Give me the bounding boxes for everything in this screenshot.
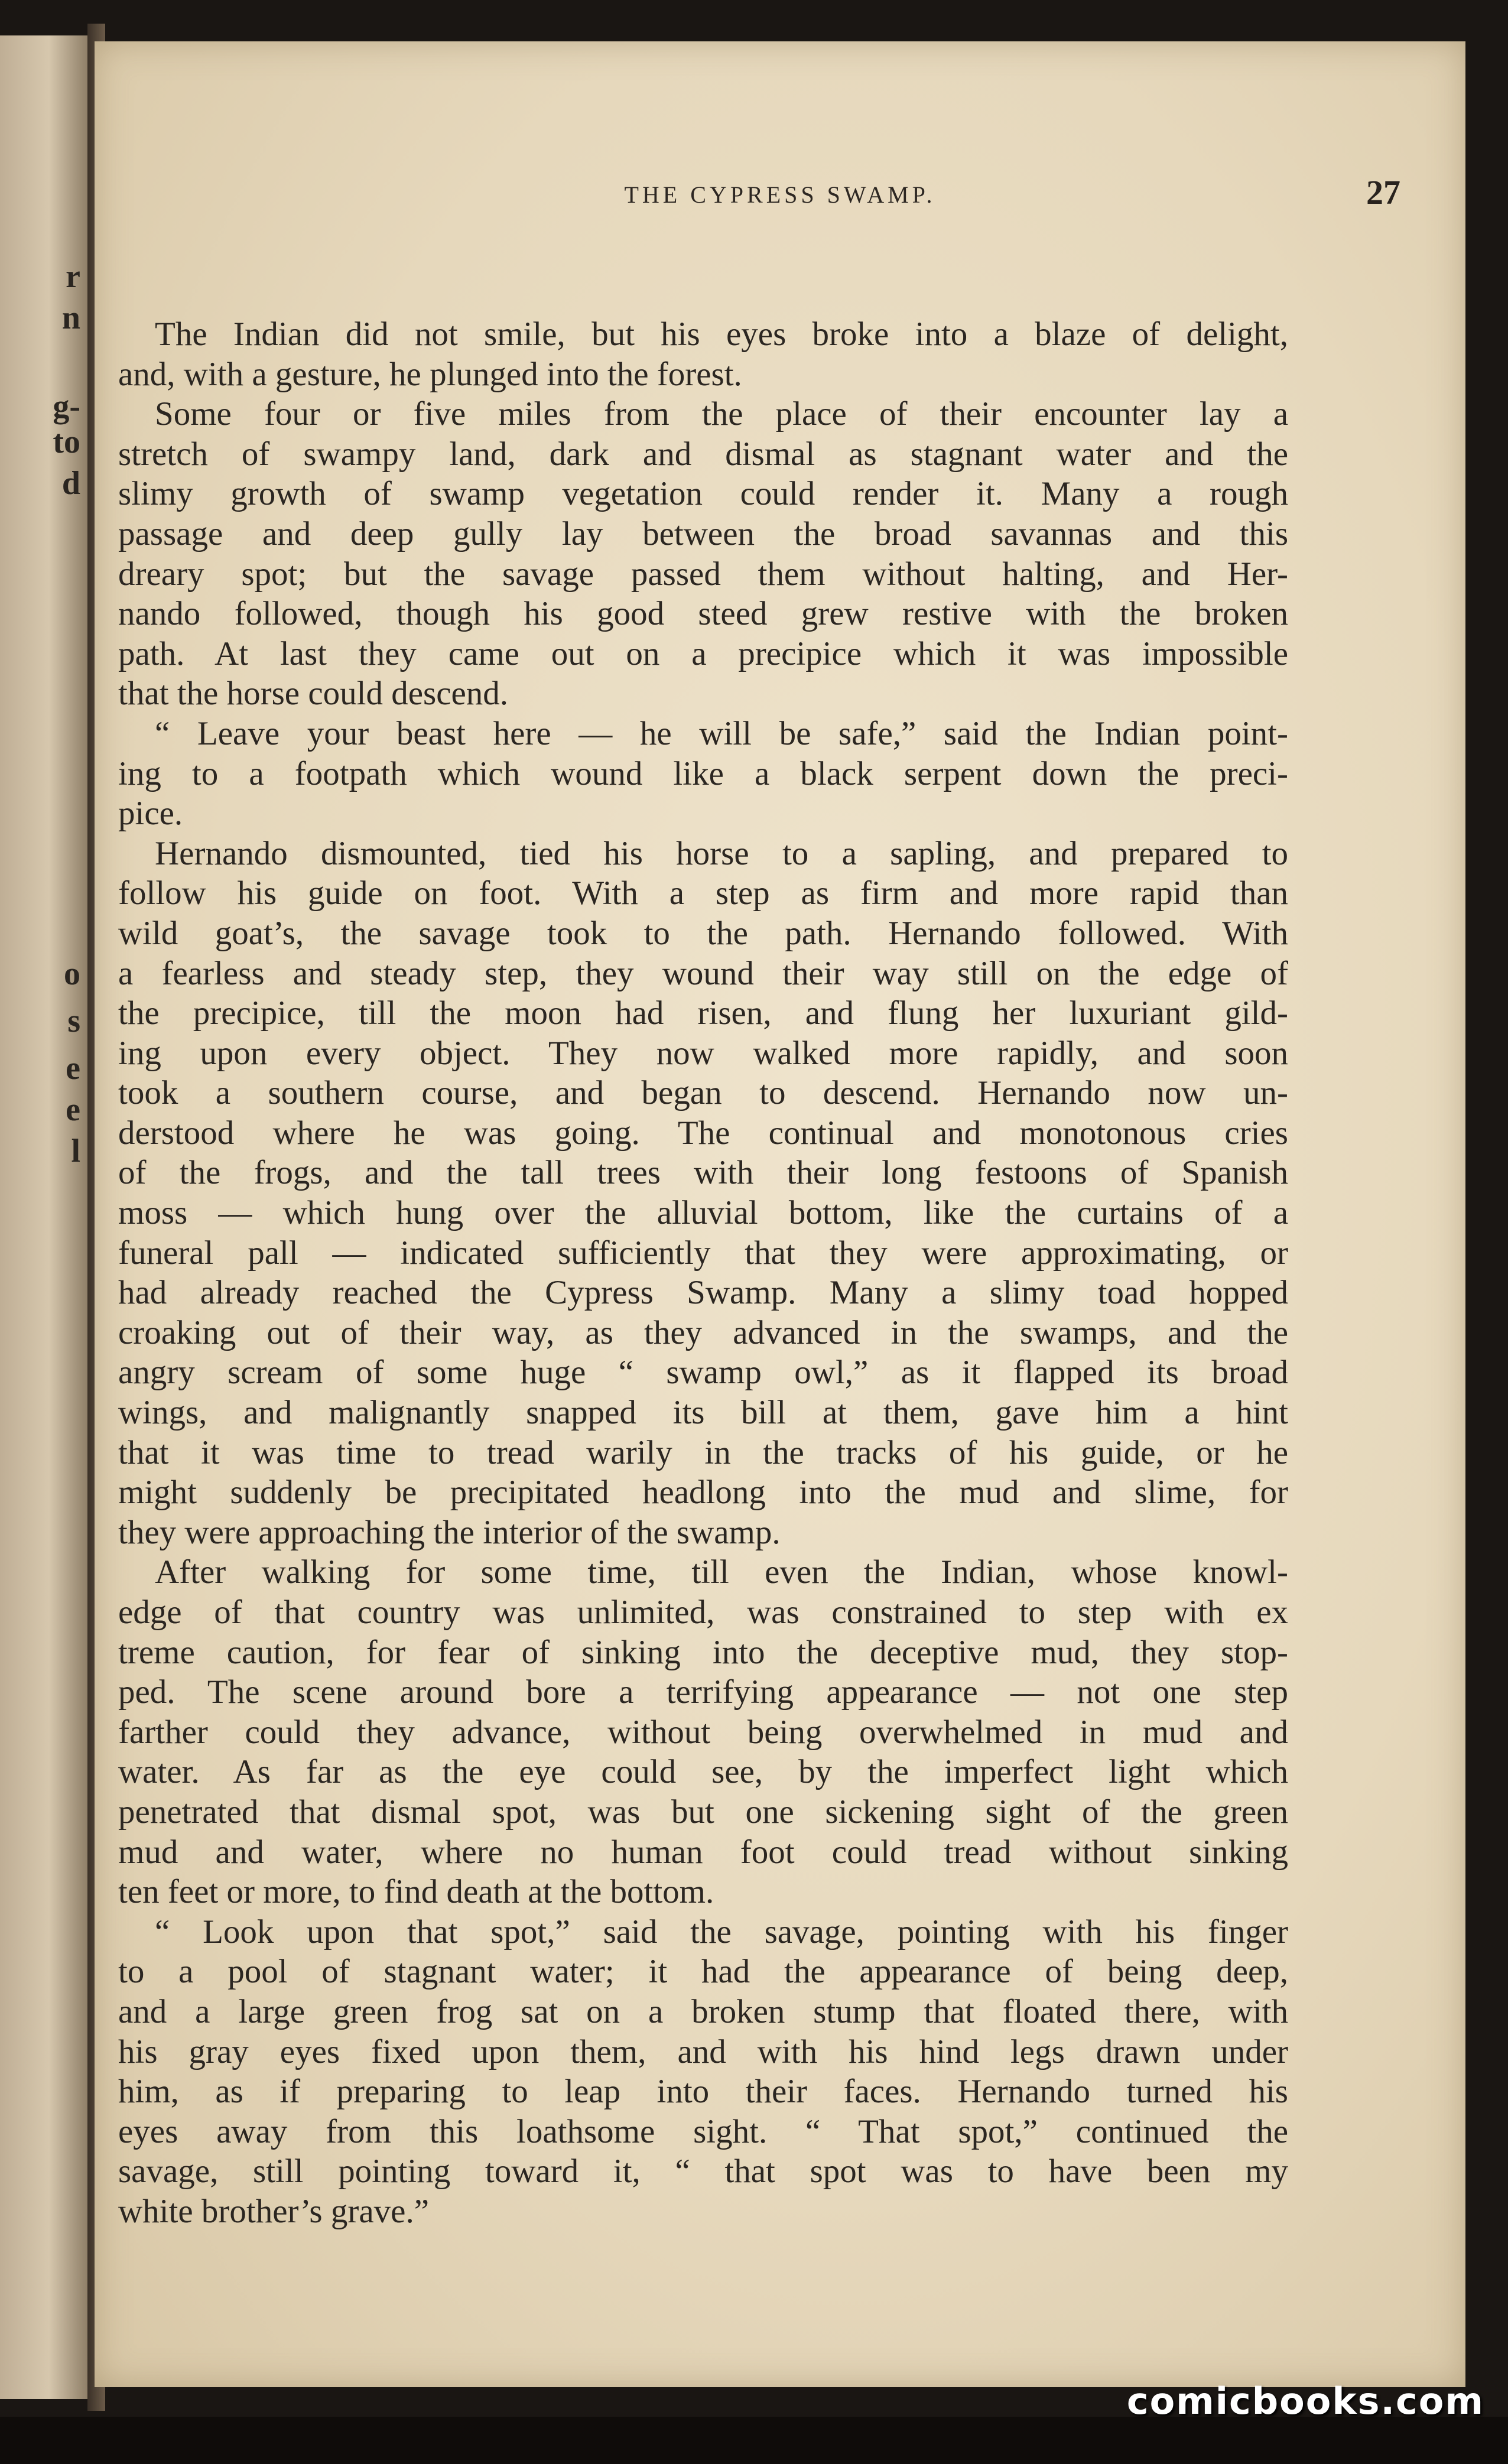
body-text	[118, 314, 1288, 2232]
text-line: angry scream of some huge “ swamp owl,” as it flapped its broad	[118, 1354, 1288, 1392]
previous-page-fragment: e	[66, 1050, 80, 1087]
text-line: water. As far as the eye could see, by the imperfect light which	[118, 1753, 1288, 1791]
text-line: took a southern course, and began to descend. Hernando now un-	[118, 1074, 1288, 1112]
text-line: him, as if preparing to leap into their faces. Hernando turned his	[118, 2073, 1288, 2111]
previous-page-fragment: n	[61, 300, 80, 336]
text-line: had already reached the Cypress Swamp. Many a slimy toad hopped	[118, 1274, 1288, 1312]
text-line: that the horse could descend.	[118, 675, 509, 713]
text-line: moss — which hung over the alluvial bottom, like the curtains of a	[118, 1194, 1288, 1232]
text-line: wild goat’s, the savage took to the path. Hernando followed. With	[118, 914, 1288, 952]
text-line: they were approaching the interior of the swamp.	[118, 1513, 781, 1551]
text-line: “ Leave your beast here — he will be safe,” said the Indian point-	[155, 714, 1288, 752]
text-line: his gray eyes fixed upon them, and with his hind legs drawn under	[118, 2033, 1288, 2070]
text-line: Some four or five miles from the place of their encounter lay a	[155, 395, 1288, 433]
text-line: passage and deep gully lay between the broad savannas and this	[118, 515, 1288, 552]
text-line: stretch of swampy land, dark and dismal as stagnant water and the	[118, 435, 1288, 473]
text-line: ten feet or more, to find death at the bottom.	[118, 1873, 714, 1911]
previous-page-fragment: d	[61, 465, 80, 502]
text-line: pice.	[118, 795, 183, 833]
text-line: savage, still pointing toward it, “ that spot was to have been my	[118, 2153, 1288, 2190]
previous-page-fragment: s	[67, 1003, 80, 1039]
text-line: ing to a footpath which wound like a black serpent down the preci-	[118, 755, 1288, 792]
text-line: dreary spot; but the savage passed them without halting, and Her-	[118, 555, 1288, 593]
text-line: follow his guide on foot. With a step as firm and more rapid than	[118, 875, 1288, 912]
text-line: wings, and malignantly snapped its bill at them, gave him a hint	[118, 1394, 1288, 1432]
text-line: Hernando dismounted, tied his horse to a sapling, and prepared to	[155, 834, 1288, 872]
text-line: treme caution, for fear of sinking into the deceptive mud, they stop-	[118, 1633, 1288, 1671]
text-line: and, with a gesture, he plunged into the forest.	[118, 355, 742, 393]
text-line: a fearless and steady step, they wound their way still on the edge of	[118, 954, 1288, 992]
book-page	[95, 41, 1465, 2387]
previous-page-fragment: l	[71, 1133, 80, 1169]
text-line: might suddenly be precipitated headlong into the mud and slime, for	[118, 1474, 1288, 1511]
text-line: that it was time to tread warily in the tracks of his guide, or he	[118, 1433, 1288, 1471]
site-watermark: comicbooks.com	[1126, 2380, 1484, 2423]
text-line: eyes away from this loathsome sight. “ That spot,” continued the	[118, 2112, 1288, 2150]
text-line: and a large green frog sat on a broken stump that floated there, with	[118, 1992, 1288, 2030]
text-line: path. At last they came out on a precipice which it was impossible	[118, 635, 1288, 672]
text-line: edge of that country was unlimited, was constrained to step with ex	[118, 1594, 1288, 1631]
running-head: THE CYPRESS SWAMP.	[624, 181, 936, 208]
text-line: penetrated that dismal spot, was but one sickening sight of the green	[118, 1793, 1288, 1831]
scan-border	[0, 2417, 1508, 2464]
text-line: the precipice, till the moon had risen, and flung her luxuriant gild-	[118, 994, 1288, 1032]
previous-page-fragment: g-	[53, 388, 80, 425]
text-line: funeral pall — indicated sufficiently that they were approximating, or	[118, 1234, 1288, 1272]
paragraph	[118, 394, 1288, 714]
text-line: nando followed, though his good steed grew restive with the broken	[118, 595, 1288, 633]
paragraph	[118, 1912, 1288, 2232]
text-line: of the frogs, and the tall trees with their long festoons of Spanish	[118, 1154, 1288, 1192]
previous-page-fragment: e	[66, 1091, 80, 1128]
text-line: mud and water, where no human foot could tread without sinking	[118, 1833, 1288, 1871]
page-number: 27	[1366, 173, 1400, 212]
text-line: derstood where he was going. The continual and monotonous cries	[118, 1114, 1288, 1152]
paragraph	[118, 1552, 1288, 1912]
paragraph	[118, 714, 1288, 834]
previous-page-edge	[0, 35, 89, 2399]
text-line: The Indian did not smile, but his eyes broke into a blaze of delight,	[155, 316, 1288, 353]
previous-page-fragment: o	[64, 955, 80, 992]
text-line: to a pool of stagnant water; it had the appearance of being deep,	[118, 1953, 1288, 1991]
paragraph	[118, 314, 1288, 394]
text-line: ped. The scene around bore a terrifying appearance — not one step	[118, 1673, 1288, 1711]
text-line: farther could they advance, without being overwhelmed in mud and	[118, 1713, 1288, 1751]
text-line: ing upon every object. They now walked more rapidly, and soon	[118, 1034, 1288, 1072]
previous-page-fragment: r	[66, 258, 80, 295]
text-line: croaking out of their way, as they advanced in the swamps, and the	[118, 1314, 1288, 1351]
text-line: After walking for some time, till even the Indian, whose knowl-	[155, 1553, 1288, 1591]
text-line: slimy growth of swamp vegetation could render it. Many a rough	[118, 475, 1288, 513]
paragraph	[118, 834, 1288, 1553]
previous-page-fragment: to	[53, 424, 80, 460]
text-line: “ Look upon that spot,” said the savage, pointing with his finger	[155, 1913, 1288, 1951]
text-line: white brother’s grave.”	[118, 2192, 429, 2230]
